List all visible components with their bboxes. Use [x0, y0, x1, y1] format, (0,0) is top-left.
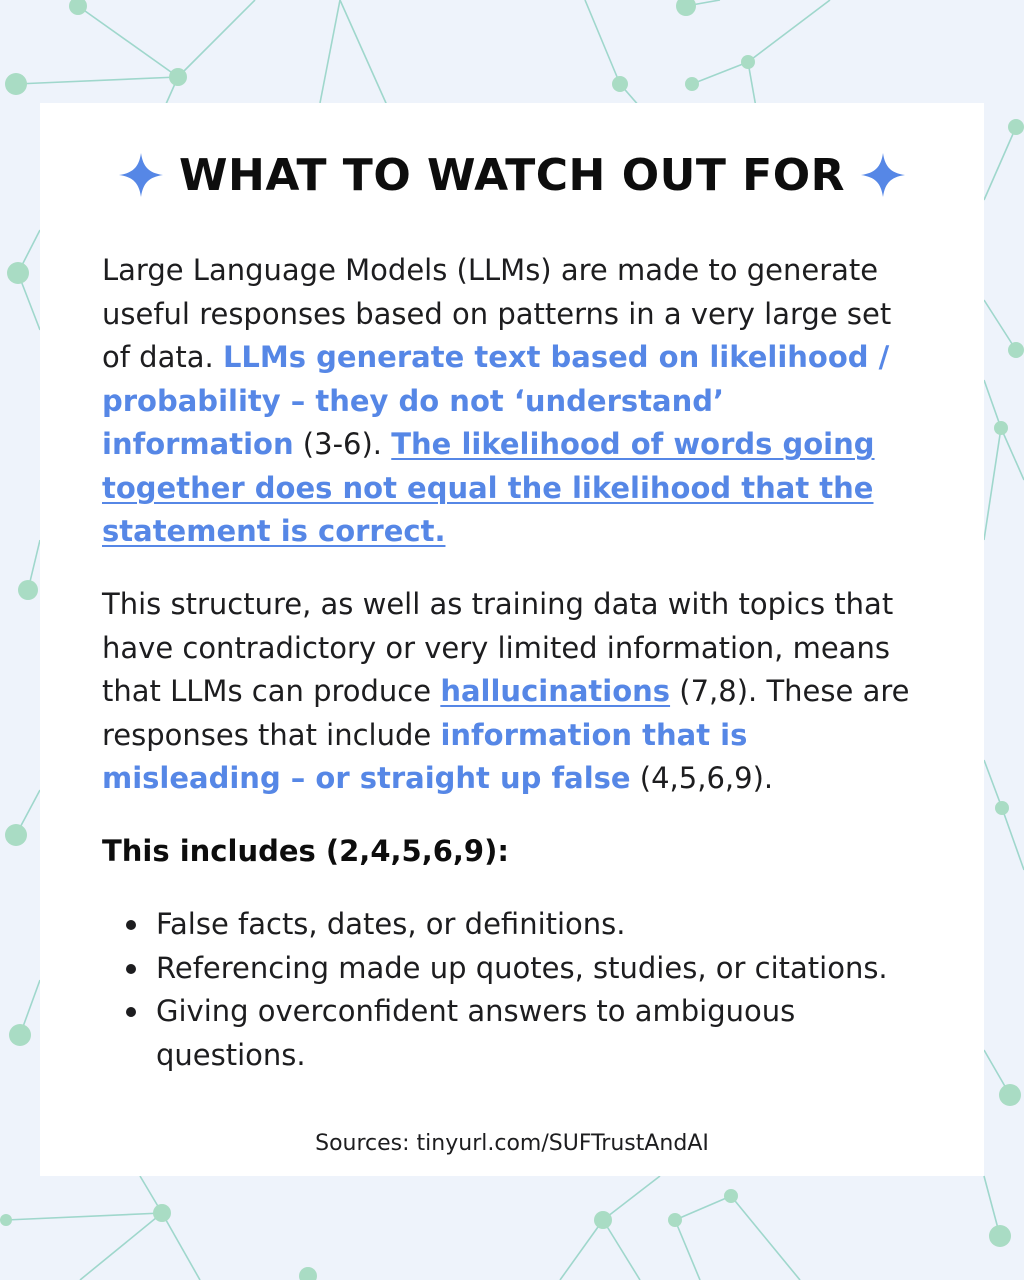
sources-footer: Sources: tinyurl.com/SUFTrustAndAI — [315, 1131, 709, 1156]
includes-heading: This includes (2,4,5,6,9): — [102, 834, 509, 868]
highlight-likelihood: LLMs generate text based on likelihood / probability – they do not ‘understand’ information — [102, 340, 890, 461]
highlight-misleading: information that is misleading – or straight up false — [102, 717, 748, 795]
citation-text: (4,5,6,9). — [630, 761, 774, 795]
sparkle-icon — [117, 151, 165, 199]
citation-text: (3-6). — [293, 427, 392, 461]
content-card — [40, 103, 984, 1176]
list-item — [102, 990, 942, 1077]
hallucinations-link[interactable]: hallucinations — [440, 674, 671, 708]
likelihood-link[interactable]: The likelihood of words going together does not equal the likelihood that the statement is correct. — [102, 427, 875, 548]
paragraph-text: Large Language Models (LLMs) are made to generate useful responses based on patterns in a very large set of data. — [102, 253, 892, 374]
bullet-icon — [126, 964, 136, 974]
includes-list — [102, 903, 942, 1077]
sparkle-icon — [859, 151, 907, 199]
page-title: WHAT TO WATCH OUT FOR — [178, 149, 845, 201]
intro-paragraph — [102, 249, 922, 554]
bullet-icon — [126, 920, 136, 930]
list-item-text: Referencing made up quotes, studies, or citations. — [156, 950, 888, 985]
bullet-icon — [126, 1007, 136, 1017]
paragraph-text: This structure, as well as training data with topics that have contradictory or very limited information, means that LLMs can produce — [102, 587, 894, 708]
paragraph-text: (7,8). These are responses that include — [102, 674, 910, 752]
header — [40, 140, 984, 210]
list-item — [102, 947, 942, 991]
hallucination-paragraph — [102, 583, 922, 801]
list-item-text: False facts, dates, or definitions. — [156, 907, 626, 941]
list-item — [102, 903, 942, 947]
list-item-text: Giving overconfident answers to ambiguous questions. — [156, 994, 796, 1072]
